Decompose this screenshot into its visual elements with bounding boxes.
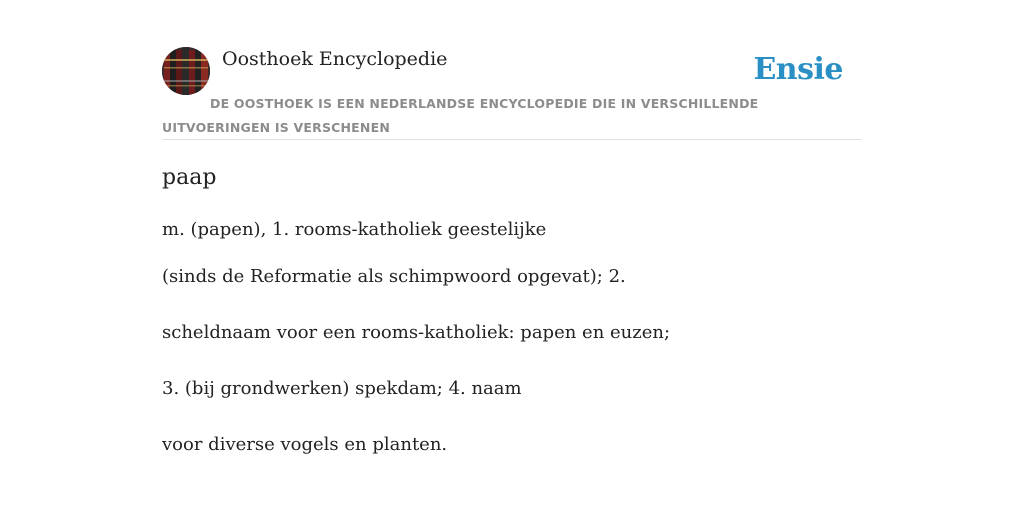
entry-text-line: m. (papen), 1. rooms-katholiek geestelijke (162, 219, 547, 240)
encyclopedia-avatar[interactable] (162, 47, 210, 95)
brand-logo[interactable]: Ensie (753, 52, 843, 87)
entry-title: paap (162, 165, 217, 190)
page (162, 46, 862, 455)
site-title[interactable]: Oosthoek Encyclopedie (222, 48, 448, 70)
entry-text-line: scheldnaam voor een rooms-katholiek: papen en euzen; (162, 322, 671, 343)
entry-text-line: voor diverse vogels en planten. (162, 434, 448, 455)
entry-text-line: 3. (bij grondwerken) spekdam; 4. naam (162, 378, 522, 399)
books-icon (162, 47, 210, 95)
header (162, 46, 862, 140)
entry-text-line: (sinds de Reformatie als schimpwoord opgevat); 2. (162, 266, 626, 287)
site-tagline: DE OOSTHOEK IS EEN NEDERLANDSE ENCYCLOPEDIE DIE IN VERSCHILLENDE UITVOERINGEN IS VERSCHENEN (162, 96, 759, 135)
